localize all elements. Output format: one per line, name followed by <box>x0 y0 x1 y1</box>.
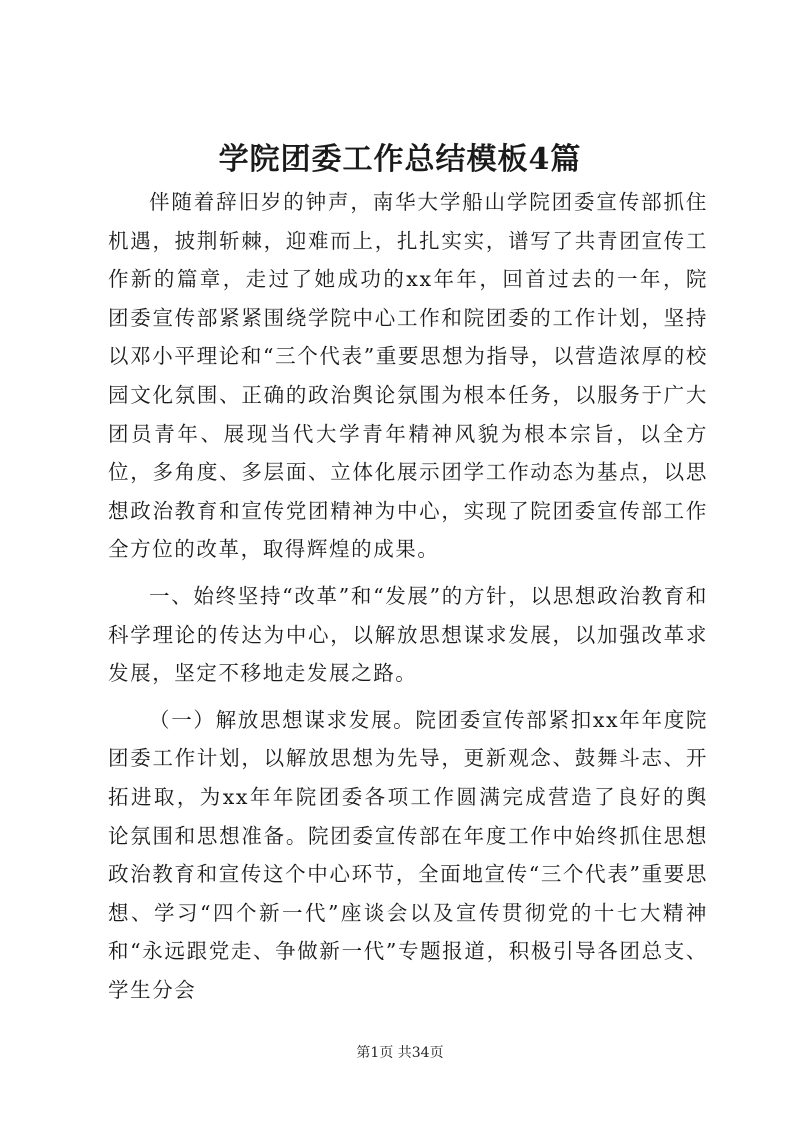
document-title: 学院团委工作总结模板4篇 <box>218 142 582 177</box>
page-number-footer: 第1页 共34页 <box>356 1045 444 1061</box>
paragraph-intro: 伴随着辞旧岁的钟声，南华大学船山学院团委宣传部抓住机遇，披荆斩棘，迎难而上，扎扎实实，谱写了共青团宣传工作新的篇章，走过了她成功的xx年年，回首过去的一年，院团委宣传部紧紧围绕学院中心工作和院团委的工作计划，坚持以邓小平理论和“三个代表”重要思想为指导，以营造浓厚的校园文化氛围、正确的政治舆论氛围为根本任务，以服务于广大团员青年、展现当代大学青年精神风貌为根本宗旨，以全方位，多角度、多层面、立体化展示团学工作动态为基点，以思想政治教育和宣传党团精神为中心，实现了院团委宣传部工作全方位的改革，取得辉煌的成果。 <box>108 190 708 562</box>
paragraph-subsection-one: （一）解放思想谋求发展。院团委宣传部紧扣xx年年度院团委工作计划，以解放思想为先导，更新观念、鼓舞斗志、开拓进取，为xx年年院团委各项工作圆满完成营造了良好的舆论氛围和思想准备。院团委宣传部在年度工作中始终抓住思想政治教育和宣传这个中心环节，全面地宣传“三个代表”重要思想、学习“四个新一代”座谈会以及宣传贯彻党的十七大精神和“永远跟党走、争做新一代”专题报道，积极引导各团总支、学生分会 <box>108 707 708 1002</box>
document-body <box>108 183 708 1009</box>
paragraph-section-one: 一、始终坚持“改革”和“发展”的方针，以思想政治教育和科学理论的传达为中心，以解放思想谋求发展，以加强改革求发展，坚定不移地走发展之路。 <box>108 583 708 686</box>
